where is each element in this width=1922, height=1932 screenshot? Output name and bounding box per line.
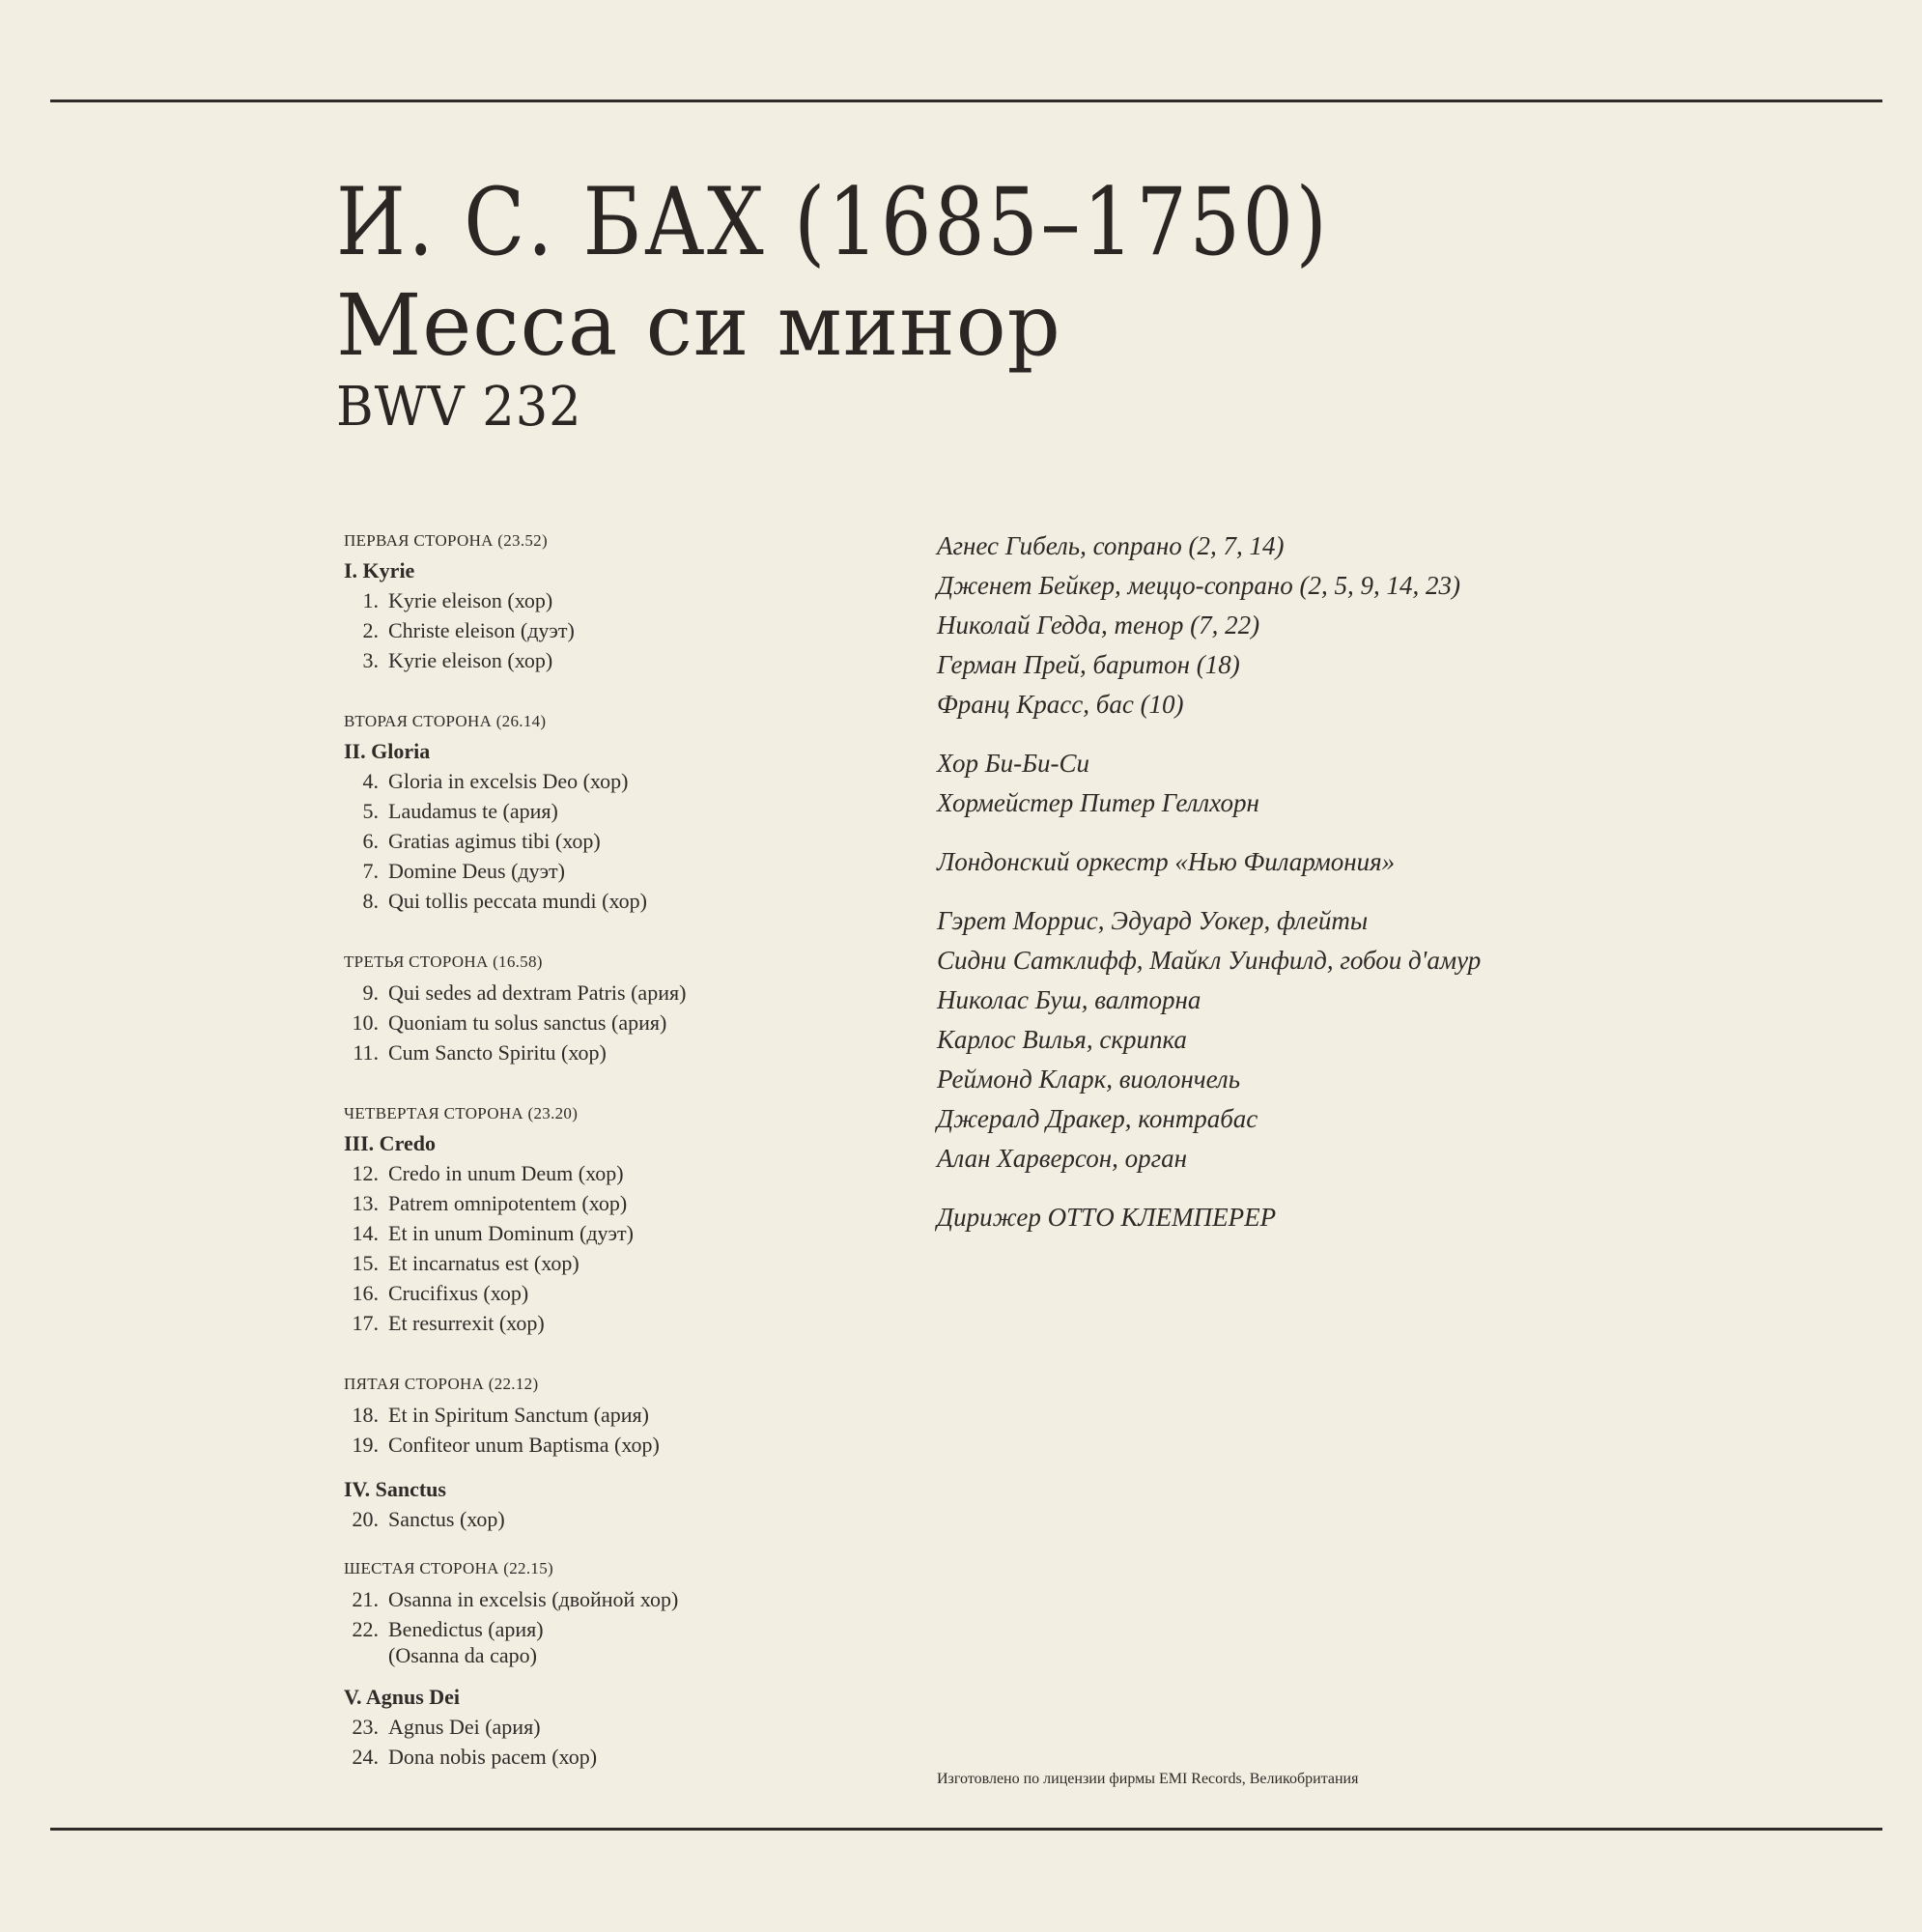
license-note: Изготовлено по лицензии фирмы EMI Records, Великобритания	[937, 1771, 1359, 1787]
track-11	[344, 1037, 856, 1067]
track-3-number: 3.	[362, 648, 379, 672]
track-21	[344, 1584, 856, 1614]
track-8-number: 8.	[362, 889, 379, 913]
side-2-heading: ВТОРАЯ СТОРОНА (26.14)	[344, 712, 547, 730]
track-5-title: Laudamus te (ария)	[388, 799, 558, 823]
track-15	[344, 1248, 856, 1278]
work-catalog-number: BWV 232	[336, 376, 582, 439]
track-24-number: 24.	[352, 1745, 379, 1769]
track-6	[344, 826, 856, 856]
track-24-title: Dona nobis pacem (хор)	[388, 1745, 598, 1769]
track-6-number: 6.	[362, 829, 379, 853]
track-22-number: 22.	[352, 1617, 379, 1641]
track-10-title: Quoniam tu solus sanctus (ария)	[388, 1010, 667, 1035]
track-10-number: 10.	[352, 1010, 379, 1035]
instrumentalist-3: Николас Буш, валторна	[937, 985, 1201, 1014]
work-title: Месса си минор	[336, 275, 1061, 375]
track-11-number: 11.	[353, 1040, 379, 1065]
track-1-title: Kyrie eleison (хор)	[388, 588, 553, 612]
track-16-title: Crucifixus (хор)	[388, 1281, 529, 1305]
composer-title: И. С. БАХ (1685–1750)	[336, 168, 1330, 276]
instrumentalist-4: Карлос Вилья, скрипка	[937, 1025, 1187, 1054]
track-23-number: 23.	[352, 1715, 379, 1739]
track-2-number: 2.	[362, 618, 379, 642]
spacer	[344, 1338, 856, 1373]
soloist-2: Дженет Бейкер, меццо-сопрано (2, 5, 9, 14, 23)	[937, 571, 1461, 600]
track-11-title: Cum Sancto Spiritu (хор)	[388, 1040, 607, 1065]
spacer	[344, 1460, 856, 1475]
bottom-rule	[50, 1828, 1882, 1831]
spacer	[344, 1534, 856, 1557]
orchestra-name: Лондонский оркестр «Нью Филармония»	[937, 847, 1396, 876]
top-rule	[50, 99, 1882, 102]
track-8	[344, 886, 856, 916]
instrumentalist-7: Алан Харверсон, орган	[937, 1144, 1188, 1173]
track-19-title: Confiteor unum Baptisma (хор)	[388, 1433, 660, 1457]
conductor: Дирижер ОТТО КЛЕМПЕРЕР	[937, 1203, 1277, 1232]
track-8-title: Qui tollis peccata mundi (хор)	[388, 889, 647, 913]
track-22-subtitle: (Osanna da capo)	[388, 1643, 537, 1667]
track-16-number: 16.	[352, 1281, 379, 1305]
track-4	[344, 766, 856, 796]
track-21-number: 21.	[352, 1587, 379, 1611]
side-5	[344, 1373, 856, 1534]
track-18-title: Et in Spiritum Sanctum (ария)	[388, 1403, 649, 1427]
side-4-section: III. Credo	[344, 1131, 436, 1155]
spacer	[344, 1067, 856, 1102]
side-2	[344, 710, 856, 916]
side-3-heading: ТРЕТЬЯ СТОРОНА (16.58)	[344, 952, 543, 971]
track-20-title: Sanctus (хор)	[388, 1507, 505, 1531]
track-14-title: Et in unum Dominum (дуэт)	[388, 1221, 634, 1245]
track-15-number: 15.	[352, 1251, 379, 1275]
track-4-number: 4.	[362, 769, 379, 793]
spacer	[937, 1179, 1632, 1198]
performer-listing	[937, 526, 1632, 1237]
chorus-master: Хормейстер Питер Геллхорн	[937, 788, 1259, 817]
soloist-5: Франц Красс, бас (10)	[937, 690, 1184, 719]
track-24	[344, 1742, 856, 1772]
spacer	[937, 823, 1632, 842]
track-2	[344, 615, 856, 645]
track-19-number: 19.	[352, 1433, 379, 1457]
track-18	[344, 1400, 856, 1430]
soloist-1: Агнес Гибель, сопрано (2, 7, 14)	[937, 531, 1285, 560]
instrumentalist-2: Сидни Сатклифф, Майкл Уинфилд, гобои д'амур	[937, 946, 1482, 975]
track-10	[344, 1008, 856, 1037]
track-20-number: 20.	[352, 1507, 379, 1531]
spacer	[344, 1667, 856, 1683]
soloist-3: Николай Гедда, тенор (7, 22)	[937, 611, 1260, 639]
track-21-title: Osanna in excelsis (двойной хор)	[388, 1587, 679, 1611]
track-18-number: 18.	[352, 1403, 379, 1427]
track-13-title: Patrem omnipotentem (хор)	[388, 1191, 628, 1215]
track-13	[344, 1188, 856, 1218]
track-9	[344, 978, 856, 1008]
track-17-number: 17.	[352, 1311, 379, 1335]
track-19	[344, 1430, 856, 1460]
track-12-number: 12.	[352, 1161, 379, 1185]
track-23	[344, 1712, 856, 1742]
track-13-number: 13.	[352, 1191, 379, 1215]
track-16	[344, 1278, 856, 1308]
track-22-title: Benedictus (ария)	[388, 1617, 544, 1641]
track-4-title: Gloria in excelsis Deo (хор)	[388, 769, 629, 793]
track-9-number: 9.	[362, 980, 379, 1005]
track-17-title: Et resurrexit (хор)	[388, 1311, 545, 1335]
track-20	[344, 1504, 856, 1534]
instrumentalist-1: Гэрет Моррис, Эдуард Уокер, флейты	[937, 906, 1369, 935]
spacer	[937, 724, 1632, 744]
choir-name: Хор Би-Би-Си	[937, 749, 1090, 778]
track-7	[344, 856, 856, 886]
track-1-number: 1.	[362, 588, 379, 612]
track-5	[344, 796, 856, 826]
track-2-title: Christe eleison (дуэт)	[388, 618, 575, 642]
track-15-title: Et incarnatus est (хор)	[388, 1251, 579, 1275]
track-5-number: 5.	[362, 799, 379, 823]
track-6-title: Gratias agimus tibi (хор)	[388, 829, 601, 853]
side-2-section: II. Gloria	[344, 739, 431, 763]
track-12	[344, 1158, 856, 1188]
side-4-heading: ЧЕТВЕРТАЯ СТОРОНА (23.20)	[344, 1104, 579, 1122]
side-5-section-2: IV. Sanctus	[344, 1477, 446, 1501]
track-3	[344, 645, 856, 675]
side-1-heading: ПЕРВАЯ СТОРОНА (23.52)	[344, 531, 548, 550]
side-6-heading: ШЕСТАЯ СТОРОНА (22.15)	[344, 1559, 553, 1577]
soloist-4: Герман Прей, баритон (18)	[937, 650, 1240, 679]
side-1-section: I. Kyrie	[344, 558, 415, 582]
spacer	[344, 916, 856, 951]
track-22	[344, 1614, 856, 1644]
side-3	[344, 951, 856, 1067]
spacer	[344, 675, 856, 710]
track-listing	[344, 529, 856, 1772]
instrumentalist-6: Джералд Дракер, контрабас	[937, 1104, 1258, 1133]
spacer	[937, 882, 1632, 901]
instrumentalist-5: Реймонд Кларк, виолончель	[937, 1065, 1240, 1094]
track-7-title: Domine Deus (дуэт)	[388, 859, 565, 883]
track-1	[344, 585, 856, 615]
side-6-section-2: V. Agnus Dei	[344, 1685, 461, 1709]
side-4	[344, 1102, 856, 1338]
track-3-title: Kyrie eleison (хор)	[388, 648, 553, 672]
track-9-title: Qui sedes ad dextram Patris (ария)	[388, 980, 687, 1005]
track-23-title: Agnus Dei (ария)	[388, 1715, 541, 1739]
side-6	[344, 1557, 856, 1772]
track-7-number: 7.	[362, 859, 379, 883]
track-17	[344, 1308, 856, 1338]
side-5-heading: ПЯТАЯ СТОРОНА (22.12)	[344, 1375, 539, 1393]
side-1	[344, 529, 856, 675]
track-14	[344, 1218, 856, 1248]
track-14-number: 14.	[352, 1221, 379, 1245]
track-12-title: Credo in unum Deum (хор)	[388, 1161, 624, 1185]
